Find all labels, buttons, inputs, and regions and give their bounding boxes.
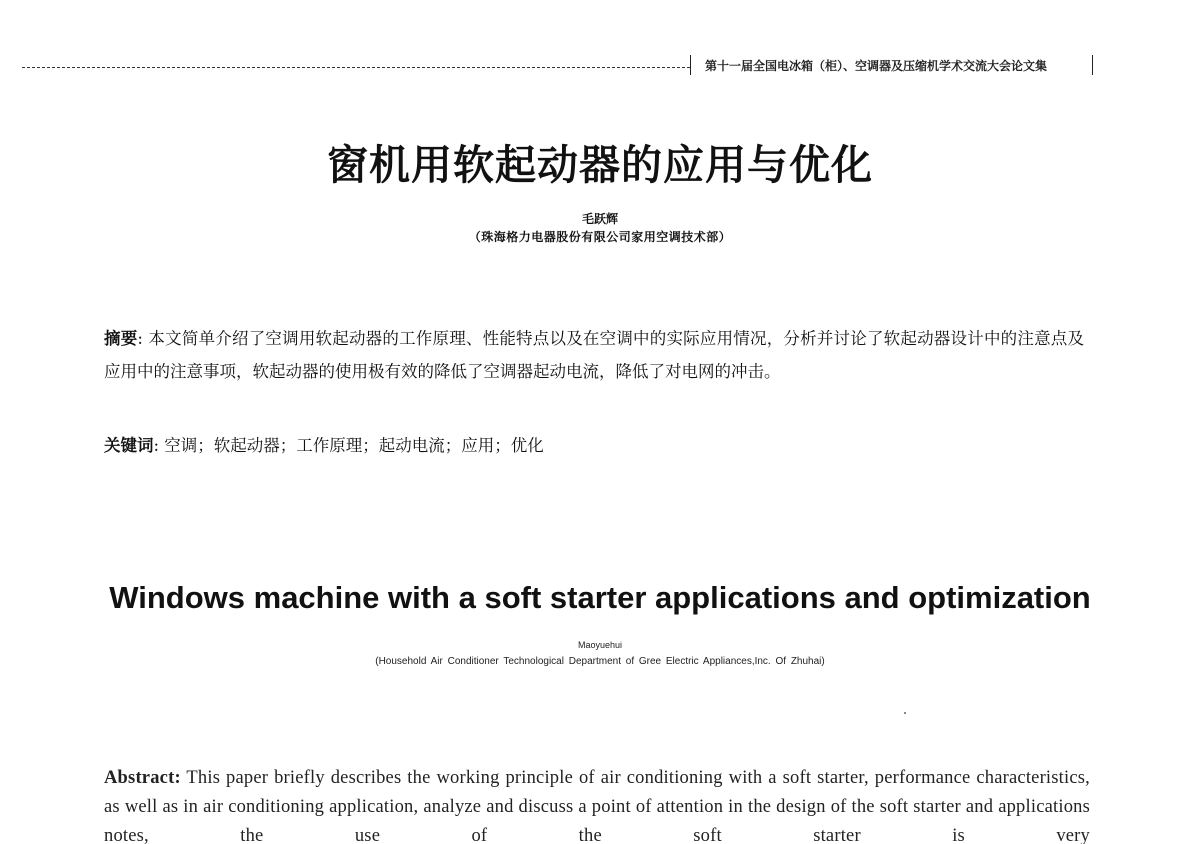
proceedings-title: 第十一届全国电冰箱（柜）、空调器及压缩机学术交流大会论文集 [705,59,1048,73]
chinese-abstract-text: : 本文简单介绍了空调用软起动器的工作原理、性能特点以及在空调中的实际应用情况，分析并讨论了软起动器设计中的注意点及应用中的注意事项，软起动器的使用极有效的降低了空调器起动电流，降低了对电网的冲击。 [104,329,1084,381]
english-abstract-text: This paper briefly describes the working principle of air conditioning with a soft starter, performance characteristics, as well as in air conditioning application, analyze and discuss a point of attention in the design of the soft starter and applications notes, the use of the soft starter is very [104,768,1090,844]
chinese-abstract [104,322,1084,388]
chinese-paper-title: 窗机用软起动器的应用与优化 [327,141,873,189]
chinese-abstract-label: 摘要 [104,329,138,348]
header-divider [690,55,691,75]
chinese-author: 毛跃辉 [581,212,618,226]
chinese-keywords-text: : 空调；软起动器；工作原理；起动电流；应用；优化 [153,436,544,455]
english-paper-title: Windows machine with a soft starter applications and optimization [109,580,1091,615]
english-affiliation: (Household Air Conditioner Technological Department of Gree Electric Appliances,Inc. Of Zhuhai) [375,656,825,667]
chinese-keywords-label: 关键词 [104,436,154,455]
header-rule [22,67,690,68]
chinese-affiliation: （珠海格力电器股份有限公司家用空调技术部） [468,230,732,244]
header-divider-right [1092,55,1093,75]
english-abstract-label: Abstract: [104,768,181,788]
scan-speck [904,712,906,714]
english-abstract [104,764,1090,844]
english-author: Maoyuehui [577,640,623,650]
chinese-keywords [104,433,1084,459]
